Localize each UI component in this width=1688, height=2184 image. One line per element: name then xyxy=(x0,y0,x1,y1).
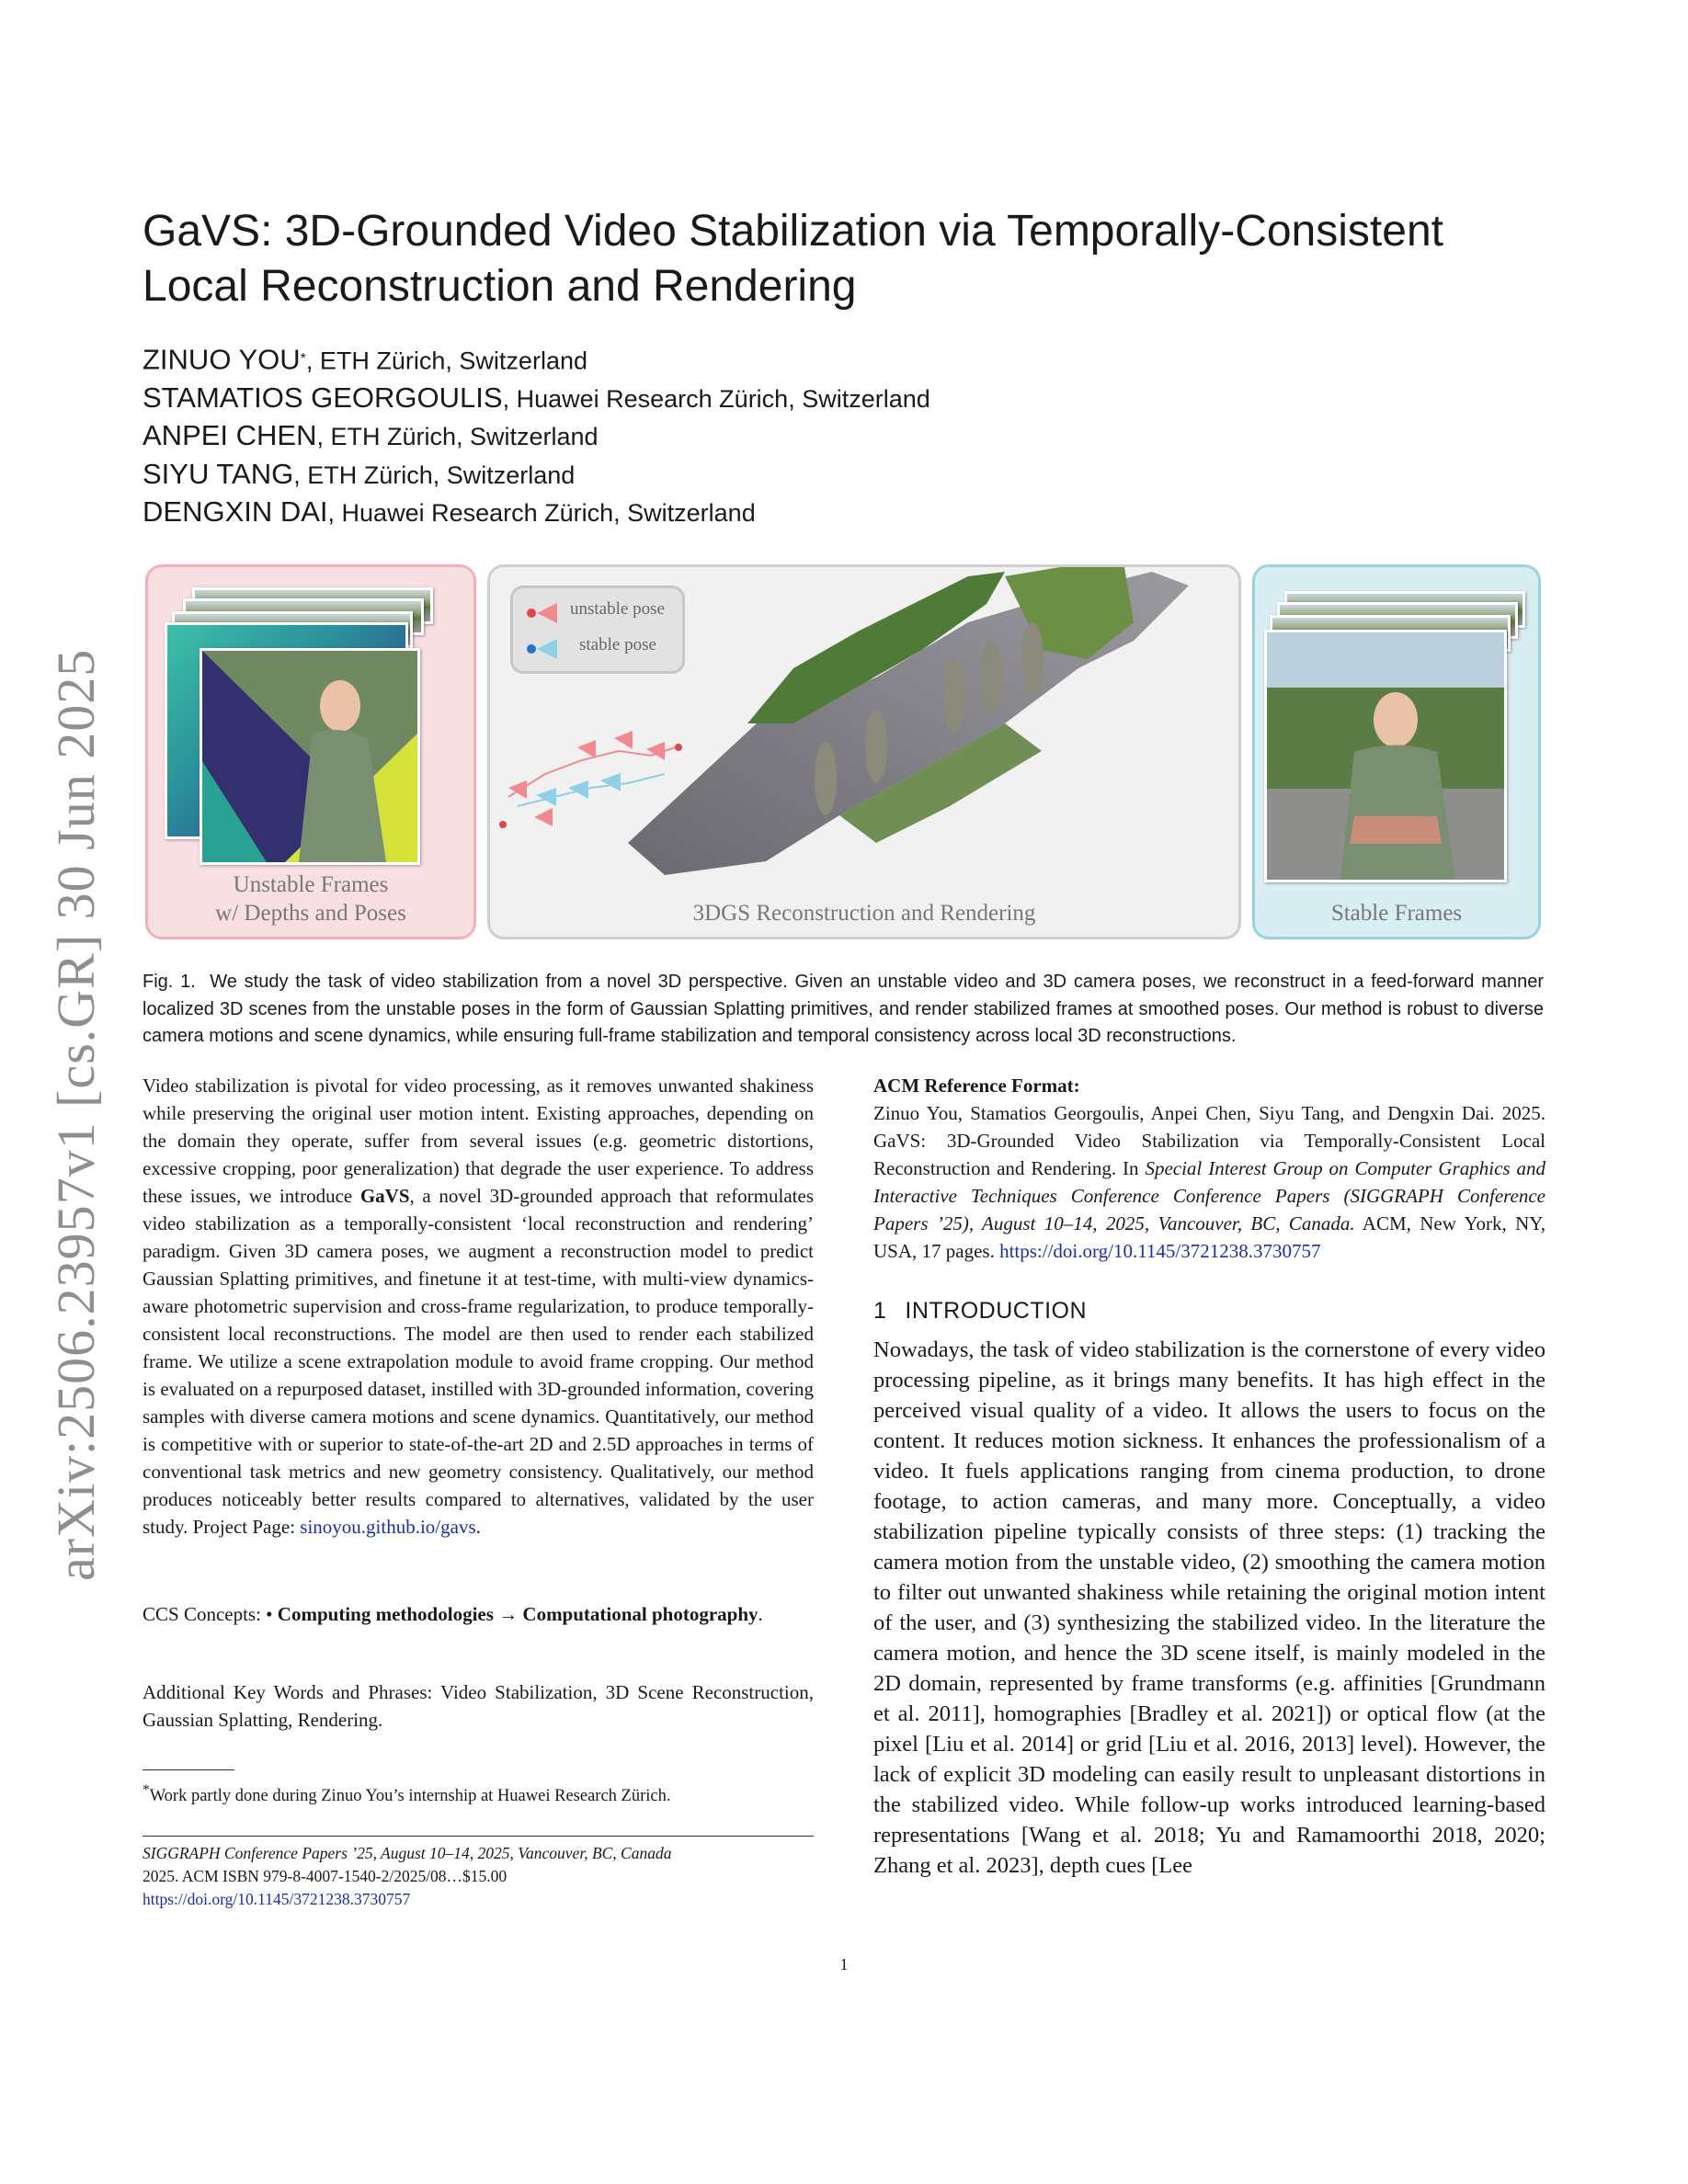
author-name: SIYU TANG xyxy=(143,457,294,490)
reconstruction-scene xyxy=(490,567,1238,880)
section-heading-introduction xyxy=(873,1298,1545,1325)
footer-isbn: 2025. ACM ISBN 979-8-4007-1540-2/2025/08…$15.00 xyxy=(143,1867,508,1885)
ccs-prefix: CCS Concepts: • xyxy=(143,1603,278,1625)
footnote-text xyxy=(143,1779,814,1808)
figure-panel-unstable-frames xyxy=(145,564,476,939)
figure-caption-text: We study the task of video stabilization from a novel 3D perspective. Given an unstable video and 3D camera poses, we reconstruct in a feed-forward manner localized 3D scenes from the unstable poses in the form of Gaussian Splatting primitives, and render stabilized frames at smoothed poses. Our method is robust to diverse camera motions and scene dynamics, while ensuring full-frame stabilization and temporal consistency across local 3D reconstructions. xyxy=(143,972,1544,1046)
legend-label-unstable: unstable pose xyxy=(570,599,665,619)
author-affiliation: , ETH Zürich, Switzerland xyxy=(305,347,587,375)
section-number: 1 xyxy=(873,1298,887,1324)
figure-caption xyxy=(143,969,1544,1051)
author-name: DENGXIN DAI xyxy=(143,495,328,528)
acm-reference-doi-link[interactable]: https://doi.org/10.1145/3721238.3730757 xyxy=(999,1240,1321,1262)
abstract-part: Video stabilization is pivotal for video processing, as it removes unwanted shakiness while preserving the original user motion intent. Existing approaches, depending on the domain they operate, suffer from several issues (e.g. geometric distortions, excessive cropping, poor generalization) that degrade the user experience. To address these issues, we introduce xyxy=(143,1075,814,1207)
author-affiliation: , Huawei Research Zürich, Switzerland xyxy=(327,499,756,527)
footnote xyxy=(143,1779,814,1808)
footer-venue: SIGGRAPH Conference Papers ’25, August 10–14, 2025, Vancouver, BC, Canada xyxy=(143,1844,672,1862)
footnote-divider xyxy=(143,1769,234,1770)
keywords xyxy=(143,1678,814,1734)
legend-label-stable: stable pose xyxy=(579,635,656,654)
arxiv-identifier: arXiv:2506.23957v1 [cs.GR] 30 Jun 2025 xyxy=(46,648,106,1581)
panel-caption: 3DGS Reconstruction and Rendering xyxy=(692,901,1036,926)
method-name: GaVS xyxy=(359,1185,410,1207)
acm-reference-text xyxy=(873,1099,1545,1265)
stabilized-frame xyxy=(1264,630,1507,882)
acm-reference-part: ACM, New York, NY, USA, 17 pages. xyxy=(873,1212,1545,1262)
ccs-concepts-text xyxy=(143,1600,814,1628)
ccs-concepts xyxy=(143,1600,814,1628)
author-list xyxy=(143,340,1246,531)
project-page-link[interactable]: sinoyou.github.io/gavs xyxy=(300,1516,476,1538)
author-name: STAMATIOS GEORGOULIS xyxy=(143,381,503,414)
author-entry xyxy=(143,379,1246,417)
abstract-part: . xyxy=(475,1516,481,1538)
author-entry xyxy=(143,416,1246,455)
publication-footer xyxy=(143,1842,814,1911)
panel-caption: Stable Frames xyxy=(1330,901,1463,926)
ccs-end: . xyxy=(758,1603,763,1625)
depth-pose-frame xyxy=(200,648,420,865)
figure-panel-stable-frames xyxy=(1252,564,1541,939)
depth-split-graphic xyxy=(202,651,417,862)
footnote-mark: * xyxy=(143,1782,150,1798)
footer-doi-link[interactable]: https://doi.org/10.1145/3721238.3730757 xyxy=(143,1890,411,1908)
page-number: 1 xyxy=(839,1955,849,1974)
author-footnote-mark: * xyxy=(300,351,306,367)
stabilized-frame-image xyxy=(1267,632,1504,880)
unstable-pose-trajectory xyxy=(499,731,682,828)
ccs-concept: Computing methodologies → Computational photography xyxy=(277,1603,758,1625)
acm-reference-format xyxy=(873,1072,1545,1265)
author-name: ANPEI CHEN xyxy=(143,419,317,451)
author-entry xyxy=(143,455,1246,494)
author-entry xyxy=(143,340,1246,379)
abstract-text xyxy=(143,1072,814,1541)
author-affiliation: , Huawei Research Zürich, Switzerland xyxy=(502,384,930,413)
figure-panel-3dgs-reconstruction xyxy=(487,564,1241,939)
acm-reference-part: Zinuo You, Stamatios Georgoulis, Anpei Chen, Siyu Tang, and Dengxin Dai. 2025. GaVS: 3D-Grounded Video Stabilization via Temporally-Consistent Local Reconstruction and Rendering. In xyxy=(873,1102,1545,1179)
panel-caption: w/ Depths and Poses xyxy=(215,901,406,926)
author-entry xyxy=(143,493,1246,531)
abstract xyxy=(143,1072,814,1541)
introduction-body xyxy=(873,1335,1545,1881)
figure-label: Fig. 1. xyxy=(143,972,196,992)
footer-divider xyxy=(143,1836,814,1837)
author-name: ZINUO YOU xyxy=(143,343,301,376)
footnote-body: Work partly done during Zinuo You’s internship at Huawei Research Zürich. xyxy=(149,1787,671,1806)
introduction-text: Nowadays, the task of video stabilization is the cornerstone of every video processing pipeline, as it brings many benefits. It has high effect in the perceived visual quality of a video. It allows the users to focus on the content. It reduces motion sickness. It enhances the professionalism of a video. It fuels applications ranging from cinema production, to drone footage, to action cameras, and many more. Conceptually, a video stabilization pipeline typically consists of three steps: (1) tracking the camera motion from the unstable video, (2) smoothing the camera motion to filter out unwanted shakiness while retaining the original motion intent of the user, and (3) synthesizing the stabilized video. In the literature the camera motion, and hence the 3D scene itself, is mainly modeled in the 2D domain, represented by frame transforms (e.g. affinities [Grundmann et al. 2011], homographies [Bradley et al. 2021]) or optical flow (at the pixel [Liu et al. 2014] or grid [Liu et al. 2016, 2013] level). However, the lack of explicit 3D modeling can easily result to unpleasant distortions in the stabilized video. While follow-up works introduced learning-based representations [Wang et al. 2018; Yu and Ramamoorthi 2018, 2020; Zhang et al. 2023], depth cues [Lee xyxy=(873,1337,1545,1878)
section-title: INTRODUCTION xyxy=(905,1298,1088,1324)
keywords-text: Additional Key Words and Phrases: Video Stabilization, 3D Scene Reconstruction, Gaussian Splatting, Rendering. xyxy=(143,1681,814,1731)
acm-reference-heading: ACM Reference Format: xyxy=(873,1075,1080,1097)
paper-title: GaVS: 3D-Grounded Video Stabilization via Temporally-Consistent Local Reconstruction and Rendering xyxy=(143,207,1443,311)
author-affiliation: , ETH Zürich, Switzerland xyxy=(316,423,599,450)
acm-reference-venue: Special Interest Group on Computer Graphics and Interactive Techniques Conference Conference Papers (SIGGRAPH Conference Papers ’25), August 10–14, 2025, Vancouver, BC, Canada. xyxy=(873,1157,1546,1234)
author-affiliation: , ETH Zürich, Switzerland xyxy=(293,461,576,489)
abstract-part: , a novel 3D-grounded approach that reformulates video stabilization as a temporally-consistent ‘local reconstruction and rendering’ paradigm. Given 3D camera poses, we augment a reconstruction model to predict Gaussian Splatting primitives, and finetune it at test-time, with multi-view dynamics-aware photometric supervision and cross-frame regularization, to produce temporally-consistent local reconstructions. The model are then used to render each stabilized frame. We utilize a scene extrapolation module to avoid frame cropping. Our method is evaluated on a repurposed dataset, instilled with 3D-grounded information, covering samples with diverse camera motions and scene dynamics. Quantitatively, our method is competitive with or superior to state-of-the-art 2D and 2.5D approaches in terms of conventional task metrics and new geometry consistency. Qualitatively, our method produces noticeably better results compared to alternatives, validated by the user study. Project Page: xyxy=(143,1185,814,1538)
panel-caption: Unstable Frames xyxy=(233,872,389,897)
